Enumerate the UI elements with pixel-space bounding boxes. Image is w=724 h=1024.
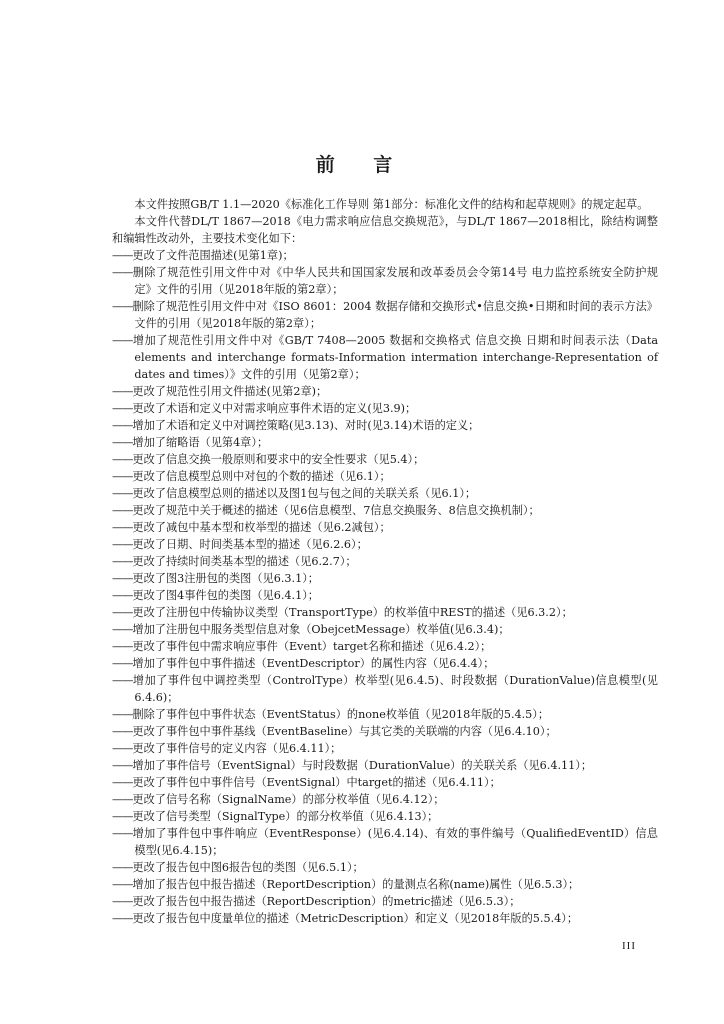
list-dash: —— bbox=[112, 470, 133, 483]
list-item-text: 增加了事件包中事件响应（EventResponse）(见6.4.14)、有效的事件编号（QualifiedEventID）信息模型(见6.4.15)； bbox=[132, 827, 658, 857]
list-item-text: 更改了图4事件包的类图（见6.4.1）； bbox=[132, 589, 319, 602]
list-item bbox=[112, 655, 658, 672]
list-item bbox=[112, 383, 658, 400]
list-dash: —— bbox=[112, 385, 133, 398]
list-item-text: 更改了持续时间类基本型的描述（见6.2.7）； bbox=[132, 555, 357, 568]
list-dash: —— bbox=[112, 742, 133, 755]
list-item bbox=[112, 485, 658, 502]
list-item bbox=[112, 587, 658, 604]
list-dash: —— bbox=[112, 674, 133, 687]
list-item bbox=[112, 553, 658, 570]
list-dash: —— bbox=[112, 504, 133, 517]
list-item bbox=[112, 791, 658, 808]
list-dash: —— bbox=[112, 657, 133, 670]
list-item-text: 删除了事件包中事件状态（EventStatus）的none枚举值（见2018年版的5.4.5）； bbox=[132, 708, 550, 721]
list-item bbox=[112, 825, 658, 859]
list-dash: —— bbox=[112, 249, 133, 262]
list-item bbox=[112, 451, 658, 468]
list-dash: —— bbox=[112, 725, 133, 738]
list-item-text: 增加了事件信号（EventSignal）与时段数据（DurationValue）的关联关系（见6.4.11）； bbox=[132, 759, 593, 772]
list-dash: —— bbox=[112, 606, 133, 619]
list-dash: —— bbox=[112, 266, 133, 279]
list-item bbox=[112, 519, 658, 536]
list-item bbox=[112, 536, 658, 553]
list-item-text: 更改了报告包中度量单位的描述（MetricDescription）和定义（见2018年版的5.5.4）； bbox=[132, 912, 579, 925]
list-item-text: 更改了信号类型（SignalType）的部分枚举值（见6.4.13）； bbox=[132, 810, 439, 823]
list-item-text: 增加了注册包中服务类型信息对象（ObejcetMessage）枚举值(见6.3.4)； bbox=[132, 623, 510, 636]
list-item bbox=[112, 774, 658, 791]
list-item-text: 增加了术语和定义中对调控策略(见3.13)、对时(见3.14)术语的定义； bbox=[132, 419, 480, 432]
list-item-text: 更改了信息模型总则中对包的个数的描述（见6.1）； bbox=[132, 470, 391, 483]
list-item-text: 更改了术语和定义中对需求响应事件术语的定义(见3.9)； bbox=[132, 402, 417, 415]
list-item bbox=[112, 672, 658, 706]
list-item bbox=[112, 400, 658, 417]
list-dash: —— bbox=[112, 555, 133, 568]
list-item-text: 更改了注册包中传输协议类型（TransportType）的枚举值中REST的描述（见6.3.2）； bbox=[132, 606, 573, 619]
list-dash: —— bbox=[112, 538, 133, 551]
list-item bbox=[112, 247, 658, 264]
list-item-text: 增加了事件包中调控类型（ControlType）枚举型(见6.4.5)、时段数据（DurationValue)信息模型(见6.4.6)； bbox=[132, 674, 658, 704]
list-item-text: 更改了事件包中事件基线（EventBaseline）与其它类的关联端的内容（见6.4.10）； bbox=[132, 725, 557, 738]
list-dash: —— bbox=[112, 402, 133, 415]
list-item-text: 更改了规范中关于概述的描述（见6信息模型、7信息交换服务、8信息交换机制）； bbox=[132, 504, 540, 517]
list-dash: —— bbox=[112, 776, 133, 789]
list-item bbox=[112, 332, 658, 383]
list-dash: —— bbox=[112, 487, 133, 500]
list-dash: —— bbox=[112, 623, 133, 636]
list-dash: —— bbox=[112, 453, 133, 466]
list-dash: —— bbox=[112, 810, 133, 823]
list-item bbox=[112, 417, 658, 434]
list-dash: —— bbox=[112, 589, 133, 602]
list-item bbox=[112, 706, 658, 723]
list-item bbox=[112, 638, 658, 655]
list-item bbox=[112, 604, 658, 621]
list-item-text: 更改了减包中基本型和枚举型的描述（见6.2减包）； bbox=[132, 521, 391, 534]
list-item bbox=[112, 621, 658, 638]
list-dash: —— bbox=[112, 436, 133, 449]
list-item-text: 增加了规范性引用文件中对《GB/T 7408—2005 数据和交换格式 信息交换 日期和时间表示法（Data elements and interchange formats-Information intermation interchange-Representation of dates and times）》文件的引用（见第2章）； bbox=[132, 334, 658, 381]
list-item-text: 更改了日期、时间类基本型的描述（见6.2.6）； bbox=[132, 538, 368, 551]
list-item bbox=[112, 876, 658, 893]
change-list bbox=[112, 247, 658, 927]
list-item bbox=[112, 893, 658, 910]
list-dash: —— bbox=[112, 640, 133, 653]
intro-paragraph: 本文件按照GB/T 1.1—2020《标准化工作导则 第1部分：标准化文件的结构和起草规则》的规定起草。 bbox=[134, 198, 649, 211]
list-item bbox=[112, 434, 658, 451]
list-dash: —— bbox=[112, 419, 133, 432]
list-item-text: 更改了事件包中事件信号（EventSignal）中target的描述（见6.4.11）； bbox=[132, 776, 501, 789]
page-title: 前 言 bbox=[315, 154, 409, 176]
list-item-text: 增加了缩略语（见第4章）； bbox=[132, 436, 269, 449]
list-dash: —— bbox=[112, 708, 133, 721]
list-item-text: 更改了报告包中报告描述（ReportDescription）的metric描述（见6.5.3）； bbox=[132, 895, 521, 908]
page-number: III bbox=[622, 940, 636, 952]
list-item bbox=[112, 502, 658, 519]
list-item bbox=[112, 859, 658, 876]
list-dash: —— bbox=[112, 572, 133, 585]
foreword-body bbox=[112, 196, 658, 927]
list-item bbox=[112, 740, 658, 757]
list-item-text: 更改了信息交换一般原则和要求中的安全性要求（见5.4）； bbox=[132, 453, 425, 466]
list-item-text: 更改了图3注册包的类图（见6.3.1）； bbox=[132, 572, 319, 585]
intro-paragraph: 本文件代替DL/T 1867—2018《电力需求响应信息交换规范》，与DL/T 1867—2018相比，除结构调整和编辑性改动外，主要技术变化如下： bbox=[112, 215, 658, 245]
list-item-text: 增加了事件包中事件描述（EventDescriptor）的属性内容（见6.4.4）； bbox=[132, 657, 495, 670]
list-dash: —— bbox=[112, 334, 133, 347]
list-dash: —— bbox=[112, 793, 133, 806]
list-dash: —— bbox=[112, 521, 133, 534]
list-item-text: 更改了文件范围描述(见第1章)； bbox=[132, 249, 294, 262]
list-item bbox=[112, 570, 658, 587]
list-item bbox=[112, 468, 658, 485]
list-item-text: 增加了报告包中报告描述（ReportDescription）的量测点名称(name)属性（见6.5.3）； bbox=[132, 878, 580, 891]
list-item-text: 删除了规范性引用文件中对《中华人民共和国国家发展和改革委员会令第14号 电力监控系统安全防护规定》文件的引用（见2018年版的第2章）； bbox=[132, 266, 658, 296]
list-item-text: 更改了报告包中图6报告包的类图（见6.5.1）； bbox=[132, 861, 364, 874]
list-dash: —— bbox=[112, 827, 133, 840]
list-item-text: 更改了信号名称（SignalName）的部分枚举值（见6.4.12）； bbox=[132, 793, 445, 806]
list-dash: —— bbox=[112, 300, 133, 313]
list-dash: —— bbox=[112, 759, 133, 772]
list-item bbox=[112, 808, 658, 825]
list-item bbox=[112, 264, 658, 298]
list-item-text: 更改了信息模型总则的描述以及图1包与包之间的关联关系（见6.1）； bbox=[132, 487, 477, 500]
list-item-text: 更改了规范性引用文件描述(见第2章)； bbox=[132, 385, 328, 398]
list-dash: —— bbox=[112, 895, 133, 908]
list-dash: —— bbox=[112, 912, 133, 925]
list-item bbox=[112, 723, 658, 740]
list-item bbox=[112, 298, 658, 332]
list-dash: —— bbox=[112, 861, 133, 874]
list-item bbox=[112, 910, 658, 927]
list-item-text: 删除了规范性引用文件中对《ISO 8601：2004 数据存储和交换形式•信息交换•日期和时间的表示方法》文件的引用（见2018年版的第2章）； bbox=[132, 300, 658, 330]
list-item bbox=[112, 757, 658, 774]
list-dash: —— bbox=[112, 878, 133, 891]
list-item-text: 更改了事件信号的定义内容（见6.4.11）； bbox=[132, 742, 342, 755]
list-item-text: 更改了事件包中需求响应事件（Event）target名称和描述（见6.4.2）； bbox=[132, 640, 492, 653]
